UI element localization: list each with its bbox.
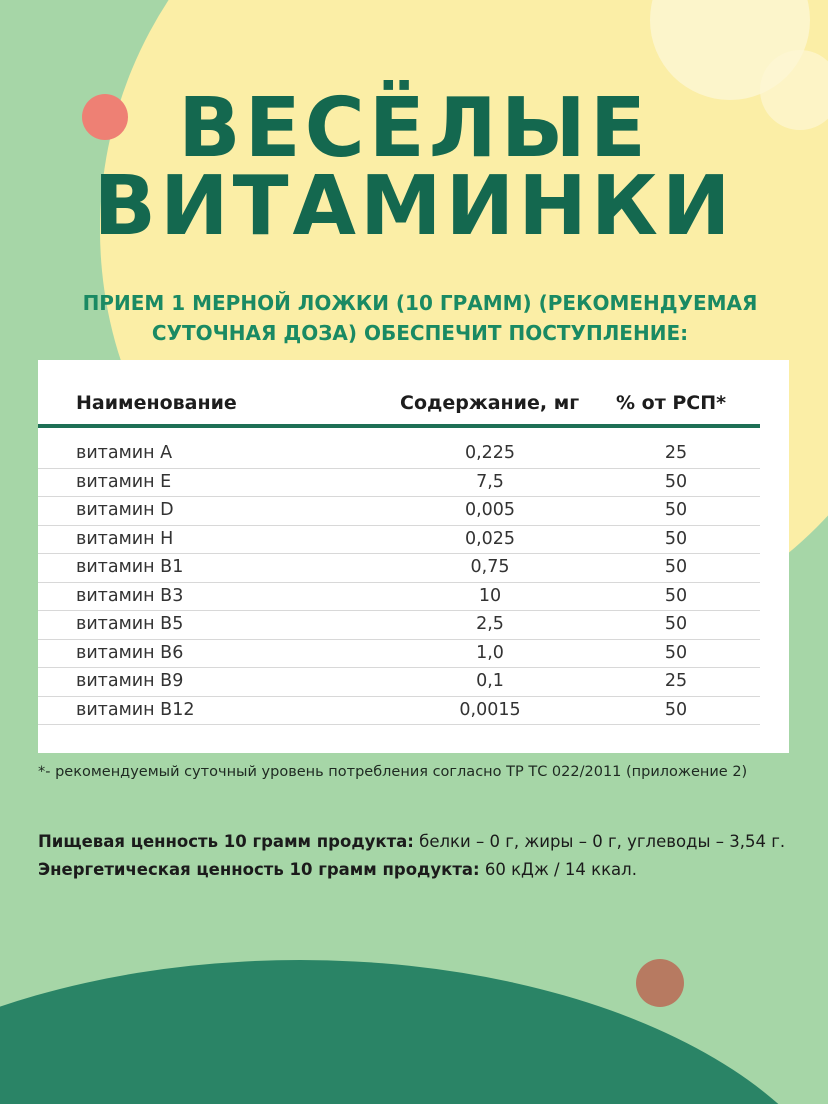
- row-content: 0,0015: [459, 699, 521, 720]
- header-content: Содержание, мг: [400, 392, 580, 414]
- row-content: 0,025: [464, 528, 516, 549]
- row-name: витамин B1: [76, 557, 184, 577]
- row-name: витамин B3: [76, 585, 184, 606]
- row-content: 0,005: [464, 500, 516, 520]
- brown-dot: [636, 959, 684, 1007]
- row-percent: 50: [664, 585, 688, 606]
- row-percent: 50: [664, 557, 688, 577]
- energy-label: Энергетическая ценность 10 грамм продукта:: [38, 860, 480, 879]
- subtitle: ПРИЕМ 1 МЕРНОЙ ЛОЖКИ (10 ГРАММ) (РЕКОМЕНДУЕМАЯ СУТОЧНАЯ ДОЗА) ОБЕСПЕЧИТ ПОСТУПЛЕНИЕ:: [82, 291, 758, 345]
- row-name: витамин A: [76, 443, 173, 463]
- title-line-1: ВЕСЁЛЫЕ: [178, 81, 650, 176]
- header-divider: [38, 424, 760, 428]
- row-name: витамин B6: [76, 642, 184, 663]
- row-percent: 50: [664, 614, 688, 634]
- table-row: [38, 611, 760, 640]
- header-name: Наименование: [76, 392, 237, 414]
- row-content: 0,75: [470, 557, 510, 577]
- row-content: 0,1: [476, 671, 504, 691]
- table-body: [38, 440, 760, 725]
- row-name: витамин B12: [76, 699, 195, 720]
- row-content: 10: [478, 585, 502, 606]
- row-name: витамин H: [76, 528, 174, 549]
- row-percent: 25: [664, 443, 688, 463]
- table-row: [38, 697, 760, 726]
- row-name: витамин D: [76, 500, 174, 520]
- table-row: [38, 554, 760, 583]
- table-row: [38, 526, 760, 555]
- row-content: 0,225: [464, 443, 516, 463]
- row-name: витамин E: [76, 471, 172, 492]
- row-percent: 50: [664, 500, 688, 520]
- energy-info: [38, 860, 637, 879]
- nutrition-info: [38, 832, 785, 851]
- table-header: [38, 386, 789, 422]
- row-content: 1,0: [476, 642, 504, 663]
- row-percent: 50: [664, 699, 688, 720]
- row-name: витамин B9: [76, 671, 184, 691]
- table-row: [38, 668, 760, 697]
- row-content: 2,5: [476, 614, 504, 634]
- energy-value: 60 кДж / 14 ккал.: [479, 860, 637, 879]
- table-row: [38, 469, 760, 498]
- header-percent: % от РСП*: [616, 392, 727, 414]
- row-percent: 50: [664, 642, 688, 663]
- table-row: [38, 440, 760, 469]
- row-name: витамин B5: [76, 614, 184, 634]
- table-row: [38, 583, 760, 612]
- title-line-2: ВИТАМИНКИ: [93, 159, 735, 254]
- footnote: *- рекомендуемый суточный уровень потребления согласно ТР ТС 022/2011 (приложение 2): [38, 764, 748, 780]
- row-content: 7,5: [476, 471, 504, 492]
- nutrition-label: Пищевая ценность 10 грамм продукта:: [38, 832, 414, 851]
- row-percent: 50: [664, 471, 688, 492]
- table-row: [38, 497, 760, 526]
- row-percent: 50: [664, 528, 688, 549]
- row-percent: 25: [664, 671, 688, 691]
- table-row: [38, 640, 760, 669]
- nutrition-value: белки – 0 г, жиры – 0 г, углеводы – 3,54 г.: [413, 832, 786, 851]
